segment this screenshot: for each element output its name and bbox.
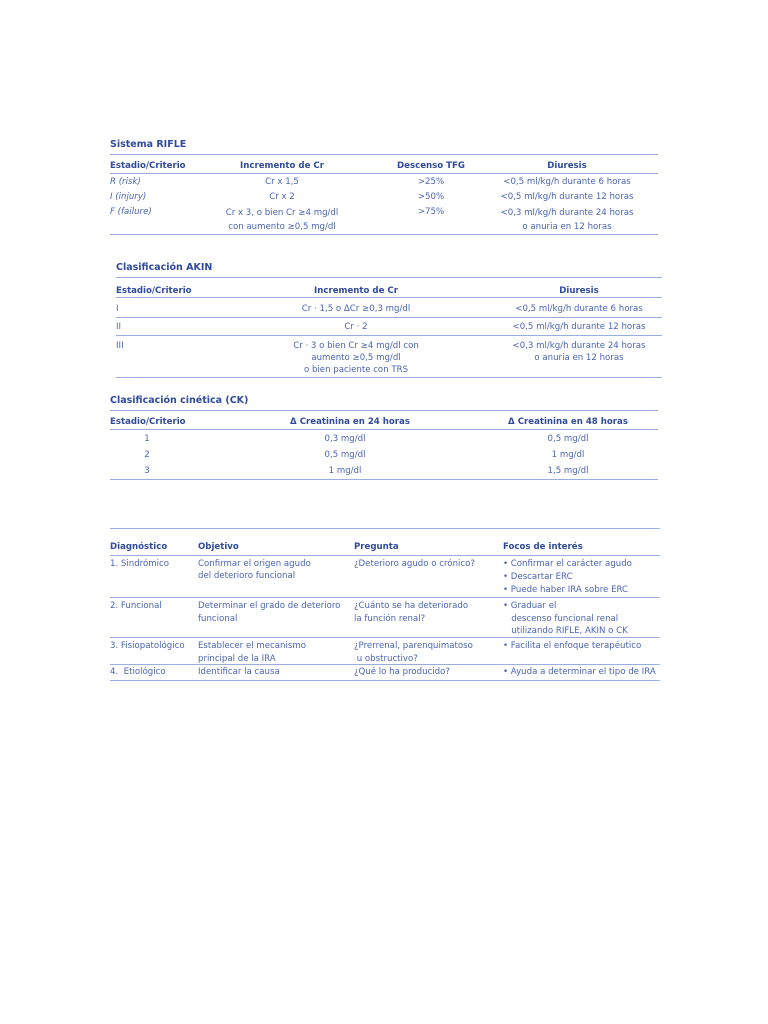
ck-row-48h: 1,5 mg/dl	[547, 466, 589, 476]
akin-row-stage: II	[116, 322, 122, 332]
rifle-row-tfg: >25%	[417, 177, 445, 187]
ck-header-stage: Estadio/Criterio	[110, 417, 186, 427]
diag-row-diagnosis: 3. Fisiopatológico	[110, 641, 185, 651]
akin-title: Clasificación AKIN	[116, 262, 213, 273]
akin-header-rule	[116, 297, 662, 298]
diag-header-diagnosis: Diagnóstico	[110, 542, 168, 552]
akin-row-rule	[116, 317, 662, 318]
rifle-title: Sistema RIFLE	[110, 139, 187, 150]
akin-row-cr: Cr · 2	[344, 322, 368, 332]
ck-row-48h: 1 mg/dl	[551, 450, 585, 460]
ck-row-24h: 1 mg/dl	[328, 466, 362, 476]
rifle-header-cr: Incremento de Cr	[240, 161, 324, 171]
ck-top-rule	[110, 410, 658, 411]
ck-bottom-rule	[110, 479, 658, 480]
diag-row-objective: Confirmar el origen agudo del deterioro funcional	[198, 559, 311, 581]
rifle-header-rule	[110, 173, 658, 174]
ck-row-24h: 0,3 mg/dl	[324, 434, 366, 444]
diag-row-focus: • Confirmar el carácter agudo • Descartar ERC • Puede haber IRA sobre ERC	[503, 559, 632, 595]
ck-header-24h: Δ Creatinina en 24 horas	[290, 417, 410, 427]
akin-row-diuresis: <0,5 ml/kg/h durante 6 horas	[515, 304, 643, 314]
ck-header-rule	[110, 429, 658, 430]
diag-header-rule	[110, 555, 660, 556]
diag-top-rule	[110, 528, 660, 529]
ck-row-24h: 0,5 mg/dl	[324, 450, 366, 460]
ck-header-48h: Δ Creatinina en 48 horas	[508, 417, 628, 427]
diag-row-rule	[110, 597, 660, 598]
diag-row-rule	[110, 637, 660, 638]
ck-row-stage: 1	[144, 434, 150, 444]
rifle-row-cr: Cr x 2	[269, 192, 295, 202]
akin-header-stage: Estadio/Criterio	[116, 286, 192, 296]
akin-row-cr: Cr · 3 o bien Cr ≥4 mg/dl con aumento ≥0,5 mg/dl o bien paciente con TRS	[293, 341, 419, 375]
rifle-row-stage: I (injury)	[110, 192, 147, 202]
rifle-row-cr: Cr x 3, o bien Cr ≥4 mg/dl con aumento ≥0,5 mg/dl	[225, 208, 339, 232]
rifle-bottom-rule	[110, 234, 658, 235]
rifle-header-diuresis: Diuresis	[547, 161, 587, 171]
diag-row-question: ¿Prerrenal, parenquimatoso u obstructivo?	[354, 641, 473, 664]
rifle-row-diuresis: <0,5 ml/kg/h durante 6 horas	[503, 177, 631, 187]
diag-row-question: ¿Deterioro agudo o crónico?	[354, 559, 475, 569]
rifle-row-diuresis: <0,3 ml/kg/h durante 24 horas o anuria en 12 horas	[500, 208, 634, 232]
diag-row-diagnosis: 1. Sindrómico	[110, 559, 170, 569]
rifle-row-cr: Cr x 1,5	[265, 177, 299, 187]
akin-header-cr: Incremento de Cr	[314, 286, 398, 296]
diag-row-focus: • Facilita el enfoque terapéutico	[503, 641, 642, 651]
akin-top-rule	[116, 277, 662, 278]
diag-header-focus: Focos de interés	[503, 542, 583, 552]
rifle-row-stage: F (failure)	[110, 207, 152, 217]
ck-title: Clasificación cinética (CK)	[110, 395, 249, 406]
rifle-row-tfg: >50%	[417, 192, 445, 202]
rifle-header-tfg: Descenso TFG	[397, 161, 465, 171]
rifle-header-stage: Estadio/Criterio	[110, 161, 186, 171]
ck-row-stage: 3	[144, 466, 150, 476]
rifle-top-rule	[110, 154, 658, 155]
diag-row-focus: • Ayuda a determinar el tipo de IRA	[503, 667, 656, 677]
akin-row-diuresis: <0,5 ml/kg/h durante 12 horas	[512, 322, 646, 332]
rifle-row-stage: R (risk)	[110, 177, 141, 187]
diag-row-objective: Identificar la causa	[198, 667, 280, 677]
diag-row-diagnosis: 2. Funcional	[110, 601, 162, 611]
rifle-row-diuresis: <0,5 ml/kg/h durante 12 horas	[500, 192, 634, 202]
diag-row-objective: Determinar el grado de deterioro funcional	[198, 601, 341, 624]
akin-row-diuresis: <0,3 ml/kg/h durante 24 horas o anuria en 12 horas	[512, 341, 646, 363]
diag-header-question: Pregunta	[354, 542, 399, 552]
diag-row-rule	[110, 664, 660, 665]
diag-bottom-rule	[110, 680, 660, 681]
akin-row-rule	[116, 335, 662, 336]
akin-row-stage: I	[116, 304, 119, 314]
akin-row-cr: Cr · 1,5 o ΔCr ≥0,3 mg/dl	[301, 304, 411, 314]
diag-row-question: ¿Qué lo ha producido?	[354, 667, 450, 677]
diag-row-objective: Establecer el mecanismo principal de la IRA	[198, 641, 306, 664]
diag-row-question: ¿Cuánto se ha deteriorado la función renal?	[354, 601, 469, 624]
akin-header-diuresis: Diuresis	[559, 286, 599, 296]
ck-row-stage: 2	[144, 450, 150, 460]
diag-row-diagnosis: 4. Etiológico	[110, 667, 166, 677]
diag-header-objective: Objetivo	[198, 542, 239, 552]
diag-row-focus: • Graduar el descenso funcional renal utilizando RIFLE, AKIN o CK	[503, 601, 628, 636]
ck-row-48h: 0,5 mg/dl	[547, 434, 589, 444]
akin-bottom-rule	[116, 377, 662, 378]
rifle-row-tfg: >75%	[417, 207, 445, 217]
akin-row-stage: III	[116, 341, 124, 351]
